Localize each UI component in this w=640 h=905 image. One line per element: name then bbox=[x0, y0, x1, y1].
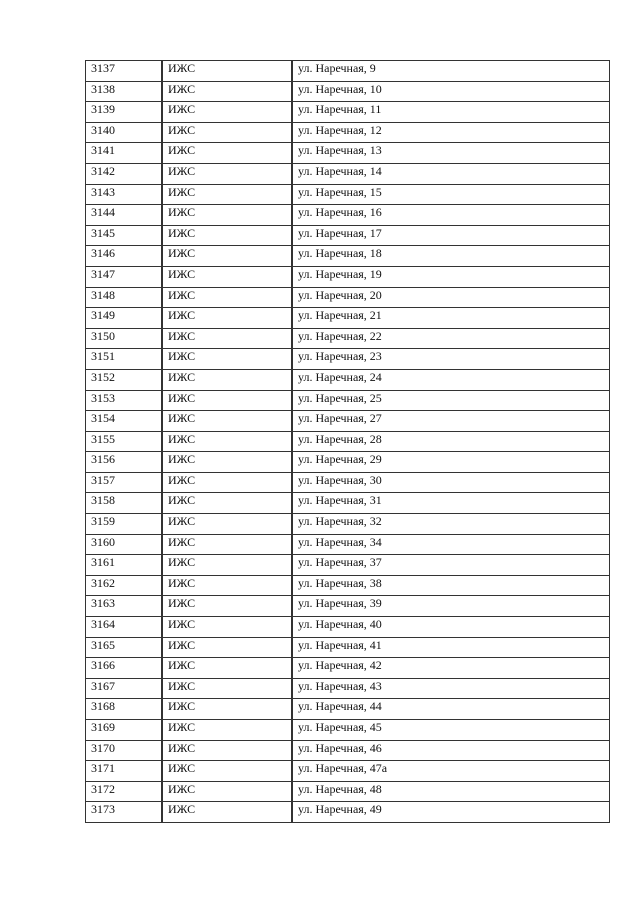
housing-type-cell: ИЖС bbox=[162, 431, 292, 452]
row-number-cell: 3141 bbox=[86, 143, 163, 164]
address-cell: ул. Наречная, 17 bbox=[292, 225, 610, 246]
address-cell: ул. Наречная, 43 bbox=[292, 678, 610, 699]
row-number-cell: 3151 bbox=[86, 349, 163, 370]
table-row bbox=[86, 102, 610, 123]
housing-type-cell: ИЖС bbox=[162, 658, 292, 679]
row-number-cell: 3138 bbox=[86, 81, 163, 102]
address-cell: ул. Наречная, 28 bbox=[292, 431, 610, 452]
table-row bbox=[86, 205, 610, 226]
table-row bbox=[86, 761, 610, 782]
table-row bbox=[86, 349, 610, 370]
row-number-cell: 3143 bbox=[86, 184, 163, 205]
housing-type-cell: ИЖС bbox=[162, 205, 292, 226]
address-cell: ул. Наречная, 10 bbox=[292, 81, 610, 102]
table-row bbox=[86, 287, 610, 308]
address-cell: ул. Наречная, 27 bbox=[292, 411, 610, 432]
table-row bbox=[86, 534, 610, 555]
housing-type-cell: ИЖС bbox=[162, 699, 292, 720]
table-row bbox=[86, 637, 610, 658]
row-number-cell: 3145 bbox=[86, 225, 163, 246]
address-cell: ул. Наречная, 49 bbox=[292, 802, 610, 823]
row-number-cell: 3168 bbox=[86, 699, 163, 720]
table-row bbox=[86, 308, 610, 329]
row-number-cell: 3161 bbox=[86, 555, 163, 576]
table-row bbox=[86, 596, 610, 617]
row-number-cell: 3160 bbox=[86, 534, 163, 555]
table-row bbox=[86, 720, 610, 741]
housing-type-cell: ИЖС bbox=[162, 184, 292, 205]
row-number-cell: 3164 bbox=[86, 617, 163, 638]
table-row bbox=[86, 699, 610, 720]
row-number-cell: 3148 bbox=[86, 287, 163, 308]
housing-type-cell: ИЖС bbox=[162, 802, 292, 823]
address-cell: ул. Наречная, 22 bbox=[292, 328, 610, 349]
housing-type-cell: ИЖС bbox=[162, 122, 292, 143]
table-row bbox=[86, 266, 610, 287]
housing-type-cell: ИЖС bbox=[162, 246, 292, 267]
table-row bbox=[86, 328, 610, 349]
housing-type-cell: ИЖС bbox=[162, 143, 292, 164]
housing-type-cell: ИЖС bbox=[162, 637, 292, 658]
row-number-cell: 3139 bbox=[86, 102, 163, 123]
row-number-cell: 3169 bbox=[86, 720, 163, 741]
housing-type-cell: ИЖС bbox=[162, 678, 292, 699]
housing-type-cell: ИЖС bbox=[162, 555, 292, 576]
table-row bbox=[86, 246, 610, 267]
address-cell: ул. Наречная, 23 bbox=[292, 349, 610, 370]
table-row bbox=[86, 452, 610, 473]
housing-type-cell: ИЖС bbox=[162, 266, 292, 287]
housing-type-cell: ИЖС bbox=[162, 617, 292, 638]
housing-type-cell: ИЖС bbox=[162, 328, 292, 349]
housing-type-cell: ИЖС bbox=[162, 781, 292, 802]
row-number-cell: 3159 bbox=[86, 514, 163, 535]
row-number-cell: 3163 bbox=[86, 596, 163, 617]
table-row bbox=[86, 411, 610, 432]
row-number-cell: 3140 bbox=[86, 122, 163, 143]
housing-type-cell: ИЖС bbox=[162, 740, 292, 761]
housing-type-cell: ИЖС bbox=[162, 308, 292, 329]
row-number-cell: 3165 bbox=[86, 637, 163, 658]
address-cell: ул. Наречная, 40 bbox=[292, 617, 610, 638]
housing-type-cell: ИЖС bbox=[162, 369, 292, 390]
address-cell: ул. Наречная, 19 bbox=[292, 266, 610, 287]
housing-type-cell: ИЖС bbox=[162, 514, 292, 535]
table-row bbox=[86, 390, 610, 411]
address-table bbox=[85, 60, 610, 823]
housing-type-cell: ИЖС bbox=[162, 575, 292, 596]
address-cell: ул. Наречная, 34 bbox=[292, 534, 610, 555]
row-number-cell: 3156 bbox=[86, 452, 163, 473]
row-number-cell: 3154 bbox=[86, 411, 163, 432]
address-cell: ул. Наречная, 41 bbox=[292, 637, 610, 658]
housing-type-cell: ИЖС bbox=[162, 287, 292, 308]
address-cell: ул. Наречная, 42 bbox=[292, 658, 610, 679]
table-row bbox=[86, 61, 610, 82]
table-row bbox=[86, 431, 610, 452]
table-row bbox=[86, 143, 610, 164]
housing-type-cell: ИЖС bbox=[162, 411, 292, 432]
row-number-cell: 3171 bbox=[86, 761, 163, 782]
table-row bbox=[86, 472, 610, 493]
housing-type-cell: ИЖС bbox=[162, 390, 292, 411]
address-cell: ул. Наречная, 14 bbox=[292, 163, 610, 184]
address-cell: ул. Наречная, 13 bbox=[292, 143, 610, 164]
table-row bbox=[86, 514, 610, 535]
row-number-cell: 3155 bbox=[86, 431, 163, 452]
address-cell: ул. Наречная, 11 bbox=[292, 102, 610, 123]
address-cell: ул. Наречная, 46 bbox=[292, 740, 610, 761]
row-number-cell: 3147 bbox=[86, 266, 163, 287]
table-row bbox=[86, 781, 610, 802]
address-cell: ул. Наречная, 16 bbox=[292, 205, 610, 226]
housing-type-cell: ИЖС bbox=[162, 452, 292, 473]
address-cell: ул. Наречная, 12 bbox=[292, 122, 610, 143]
table-row bbox=[86, 575, 610, 596]
address-cell: ул. Наречная, 24 bbox=[292, 369, 610, 390]
table-row bbox=[86, 802, 610, 823]
table-row bbox=[86, 184, 610, 205]
row-number-cell: 3172 bbox=[86, 781, 163, 802]
table-row bbox=[86, 555, 610, 576]
table-row bbox=[86, 225, 610, 246]
housing-type-cell: ИЖС bbox=[162, 61, 292, 82]
row-number-cell: 3158 bbox=[86, 493, 163, 514]
address-cell: ул. Наречная, 39 bbox=[292, 596, 610, 617]
row-number-cell: 3144 bbox=[86, 205, 163, 226]
row-number-cell: 3167 bbox=[86, 678, 163, 699]
table-row bbox=[86, 369, 610, 390]
row-number-cell: 3166 bbox=[86, 658, 163, 679]
address-cell: ул. Наречная, 21 bbox=[292, 308, 610, 329]
address-cell: ул. Наречная, 32 bbox=[292, 514, 610, 535]
address-cell: ул. Наречная, 47а bbox=[292, 761, 610, 782]
housing-type-cell: ИЖС bbox=[162, 102, 292, 123]
housing-type-cell: ИЖС bbox=[162, 81, 292, 102]
row-number-cell: 3152 bbox=[86, 369, 163, 390]
housing-type-cell: ИЖС bbox=[162, 225, 292, 246]
address-cell: ул. Наречная, 45 bbox=[292, 720, 610, 741]
address-cell: ул. Наречная, 30 bbox=[292, 472, 610, 493]
row-number-cell: 3149 bbox=[86, 308, 163, 329]
housing-type-cell: ИЖС bbox=[162, 534, 292, 555]
housing-type-cell: ИЖС bbox=[162, 349, 292, 370]
row-number-cell: 3162 bbox=[86, 575, 163, 596]
row-number-cell: 3157 bbox=[86, 472, 163, 493]
housing-type-cell: ИЖС bbox=[162, 596, 292, 617]
row-number-cell: 3146 bbox=[86, 246, 163, 267]
address-cell: ул. Наречная, 18 bbox=[292, 246, 610, 267]
address-cell: ул. Наречная, 25 bbox=[292, 390, 610, 411]
table-row bbox=[86, 678, 610, 699]
housing-type-cell: ИЖС bbox=[162, 720, 292, 741]
table-row bbox=[86, 163, 610, 184]
address-cell: ул. Наречная, 31 bbox=[292, 493, 610, 514]
housing-type-cell: ИЖС bbox=[162, 761, 292, 782]
address-cell: ул. Наречная, 20 bbox=[292, 287, 610, 308]
table-row bbox=[86, 122, 610, 143]
table-row bbox=[86, 658, 610, 679]
row-number-cell: 3150 bbox=[86, 328, 163, 349]
housing-type-cell: ИЖС bbox=[162, 472, 292, 493]
row-number-cell: 3173 bbox=[86, 802, 163, 823]
address-cell: ул. Наречная, 29 bbox=[292, 452, 610, 473]
housing-type-cell: ИЖС bbox=[162, 493, 292, 514]
address-cell: ул. Наречная, 44 bbox=[292, 699, 610, 720]
row-number-cell: 3142 bbox=[86, 163, 163, 184]
row-number-cell: 3153 bbox=[86, 390, 163, 411]
table-row bbox=[86, 81, 610, 102]
row-number-cell: 3137 bbox=[86, 61, 163, 82]
address-cell: ул. Наречная, 38 bbox=[292, 575, 610, 596]
address-cell: ул. Наречная, 9 bbox=[292, 61, 610, 82]
address-cell: ул. Наречная, 37 bbox=[292, 555, 610, 576]
address-cell: ул. Наречная, 15 bbox=[292, 184, 610, 205]
table-row bbox=[86, 493, 610, 514]
address-cell: ул. Наречная, 48 bbox=[292, 781, 610, 802]
table-row bbox=[86, 740, 610, 761]
table-row bbox=[86, 617, 610, 638]
row-number-cell: 3170 bbox=[86, 740, 163, 761]
housing-type-cell: ИЖС bbox=[162, 163, 292, 184]
table-body bbox=[86, 61, 610, 823]
